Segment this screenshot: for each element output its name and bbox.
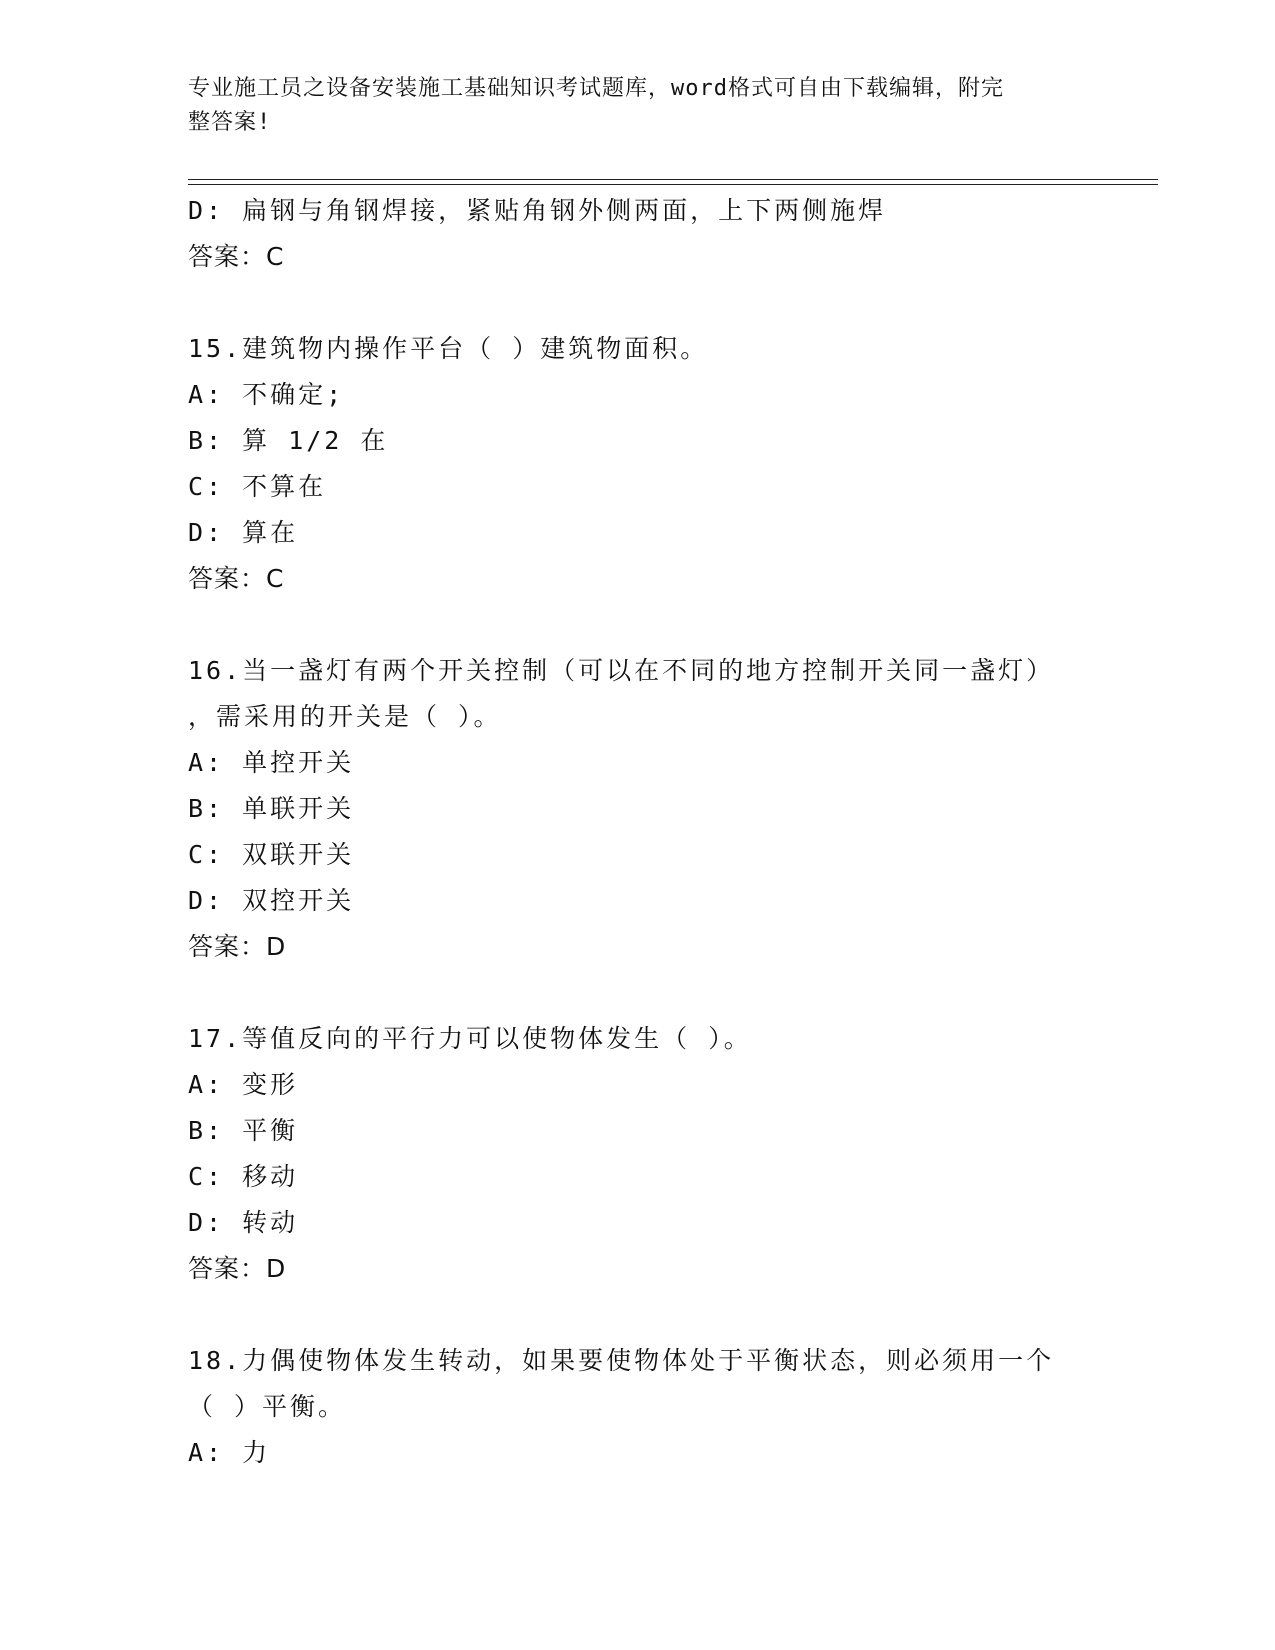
header-divider-bottom (188, 184, 1158, 185)
header-divider-top (188, 179, 1158, 180)
answer-line: 答案：D (188, 1254, 287, 1283)
answer-line: 答案：C (188, 242, 285, 271)
previous-question-tail (188, 188, 1088, 280)
document-header (188, 72, 1068, 140)
option-d: D: 双控开关 (188, 886, 355, 915)
question-18 (188, 1338, 1088, 1476)
header-title-line-2: 整答案! (188, 110, 272, 135)
option-b: B: 单联开关 (188, 794, 355, 823)
option-b: B: 平衡 (188, 1116, 299, 1145)
question-text-line: 15.建筑物内操作平台（ ）建筑物面积。 (188, 334, 709, 363)
option-c: C: 移动 (188, 1162, 299, 1191)
option-d: D: 转动 (188, 1208, 299, 1237)
option-c: C: 双联开关 (188, 840, 355, 869)
question-text (188, 326, 1088, 372)
question-16 (188, 648, 1088, 970)
question-text-line: 18.力偶使物体发生转动，如果要使物体处于平衡状态，则必须用一个 (188, 1346, 1055, 1375)
question-text-line: ，需采用的开关是（ ）。 (188, 702, 502, 731)
question-text-line: 17.等值反向的平行力可以使物体发生（ ）。 (188, 1024, 752, 1053)
option-a: A: 单控开关 (188, 748, 355, 777)
option-d: D: 算在 (188, 518, 299, 547)
question-text-line: （ ）平衡。 (188, 1392, 347, 1421)
answer-line: 答案：C (188, 564, 285, 593)
option-a: A: 力 (188, 1438, 271, 1467)
question-text (188, 1338, 1088, 1430)
option-a: A: 不确定; (188, 380, 345, 409)
answer-line: 答案：D (188, 932, 287, 961)
option-a: A: 变形 (188, 1070, 299, 1099)
document-body (188, 188, 1088, 1476)
question-17 (188, 1016, 1088, 1292)
question-text-line: 16.当一盏灯有两个开关控制（可以在不同的地方控制开关同一盏灯） (188, 656, 1055, 685)
option-d: D: 扁钢与角钢焊接，紧贴角钢外侧两面，上下两侧施焊 (188, 196, 887, 225)
question-text (188, 648, 1088, 740)
option-b: B: 算 1/2 在 (188, 426, 389, 455)
question-text (188, 1016, 1088, 1062)
option-c: C: 不算在 (188, 472, 327, 501)
header-title-line-1: 专业施工员之设备安装施工基础知识考试题库，word格式可自由下载编辑，附完 (188, 76, 1004, 101)
question-15 (188, 326, 1088, 602)
